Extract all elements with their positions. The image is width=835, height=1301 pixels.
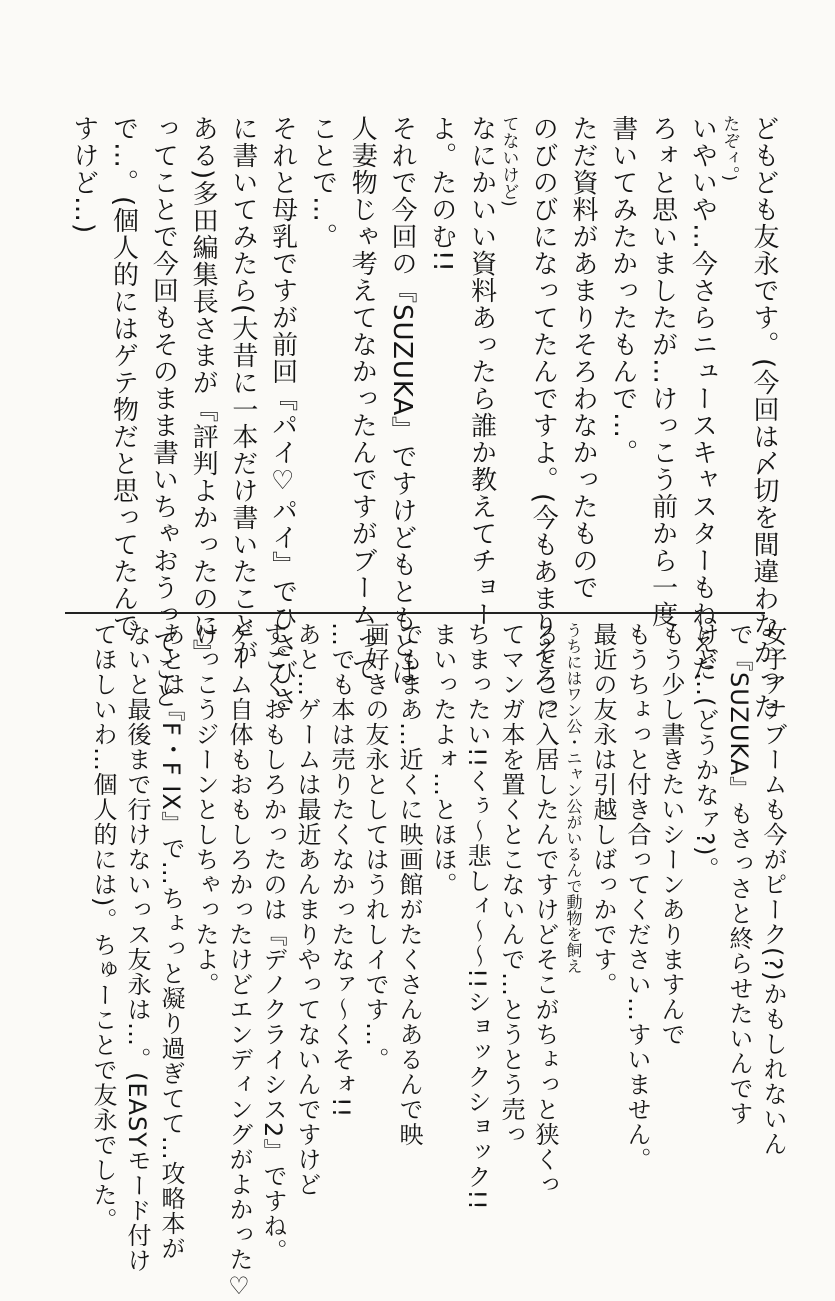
handwritten-line: ことで…。 — [307, 115, 338, 250]
handwritten-line: うちにはワン公・ニャン公がいるんで動物を飼え — [564, 622, 583, 974]
handwritten-line: もう少し書きたいシーンありますんで — [657, 622, 685, 1047]
handwritten-line: 女子アナブームも今がピーク(?)かもしれないん — [759, 622, 787, 1157]
handwritten-line: ゲーム自体もおもしろかったけどエンディングがよかった♡ — [225, 622, 253, 1301]
handwritten-line: のびのびになってたんですよ。(今もあまりそろっ — [528, 115, 559, 721]
handwritten-line: でもまあ…近くに映画館がたくさんあるんで映 — [395, 622, 423, 1147]
handwritten-line: すごくおもしろかったのは『デノクライシス2』ですね。 — [259, 622, 287, 1264]
afterword-bottom-section — [45, 622, 787, 1301]
handwritten-line: ちまったい!!くぅ〜悲しィ〜〜!!ショックショック!! — [463, 622, 491, 1211]
handwritten-line: で…。(個人的にはゲテ物だと思ってたんで — [108, 115, 139, 640]
handwritten-line: けど…(どうかなァ?)。 — [691, 622, 719, 882]
handwritten-line: てほしいわ…個人的には)。ちゅーことで友永でした。 — [89, 622, 117, 1233]
handwritten-line: たぞィ。) — [719, 115, 740, 182]
handwritten-line: けっこうジーンとしちゃったよ。 — [191, 622, 219, 997]
handwritten-line: てないけど) — [498, 115, 519, 207]
handwritten-line: いやいや…今さらニュースキャスターもねえだ — [687, 115, 718, 682]
handwritten-line: ないと最後まで行けないっス友永は…。(EASYモード付け — [123, 622, 151, 1273]
handwritten-line: 人妻物じゃ考えてなかったんですがブームって — [347, 115, 378, 682]
handwritten-line: 画好きの友永としてはうれしイです…。 — [361, 622, 389, 1072]
handwritten-line: それと母乳ですが前回『パイ♡パイ』でひさびさ — [267, 115, 298, 713]
section-divider — [65, 612, 765, 614]
handwritten-line: なにかいい資料あったら誰か教えてチョー — [466, 115, 497, 628]
handwritten-line: 最近の友永は引越しばっかです。 — [589, 622, 617, 997]
handwritten-line: もうちょっと付き合ってください…すいません。 — [623, 622, 651, 1172]
handwritten-line: よ。たのむ!! — [426, 115, 457, 273]
handwritten-line: 書いてみたかったもんで…。 — [607, 115, 638, 466]
afterword-top-section — [57, 115, 779, 721]
handwritten-line: あと…ゲームは最近あんまりやってないんですけど — [293, 622, 321, 1197]
handwritten-line: それで今回の『SUZUKA』ですけどもともとは — [387, 115, 417, 687]
handwritten-line: るとこに入居したんですけどそこがちょっと狭くっ — [531, 622, 559, 1197]
handwritten-line: に書いてみたら(大昔に一本だけ書いたことが — [227, 115, 258, 667]
handwritten-line: ろォと思いましたが…けっこう前から一度 — [647, 115, 678, 628]
handwritten-line: まいったよォ…とほほ。 — [429, 622, 457, 897]
handwritten-line: ある)多田編集長さまが『評判よかったのに』 — [188, 115, 219, 667]
handwritten-line: あとは『F・F IX』で…ちょっと凝り過ぎてて…攻略本が — [157, 622, 185, 1261]
handwritten-line: どもども友永です。(今回は〆切を間違わなかった — [749, 115, 779, 721]
handwritten-line: …でも本は売りたくなかったなァ〜くそォ!! — [327, 622, 355, 1119]
handwritten-line: ただ資料があまりそろわなかったもので — [568, 115, 598, 601]
handwritten-line: すけど…) — [68, 115, 99, 235]
handwritten-line: てマンガ本を置くとこないんで…とうとう売っ — [497, 622, 525, 1147]
handwritten-line: で『SUZUKA』もさっさと終らせたいんです — [725, 622, 753, 1127]
handwritten-line: ってことで今回もそのまま書いちゃおうってこと — [148, 115, 179, 709]
